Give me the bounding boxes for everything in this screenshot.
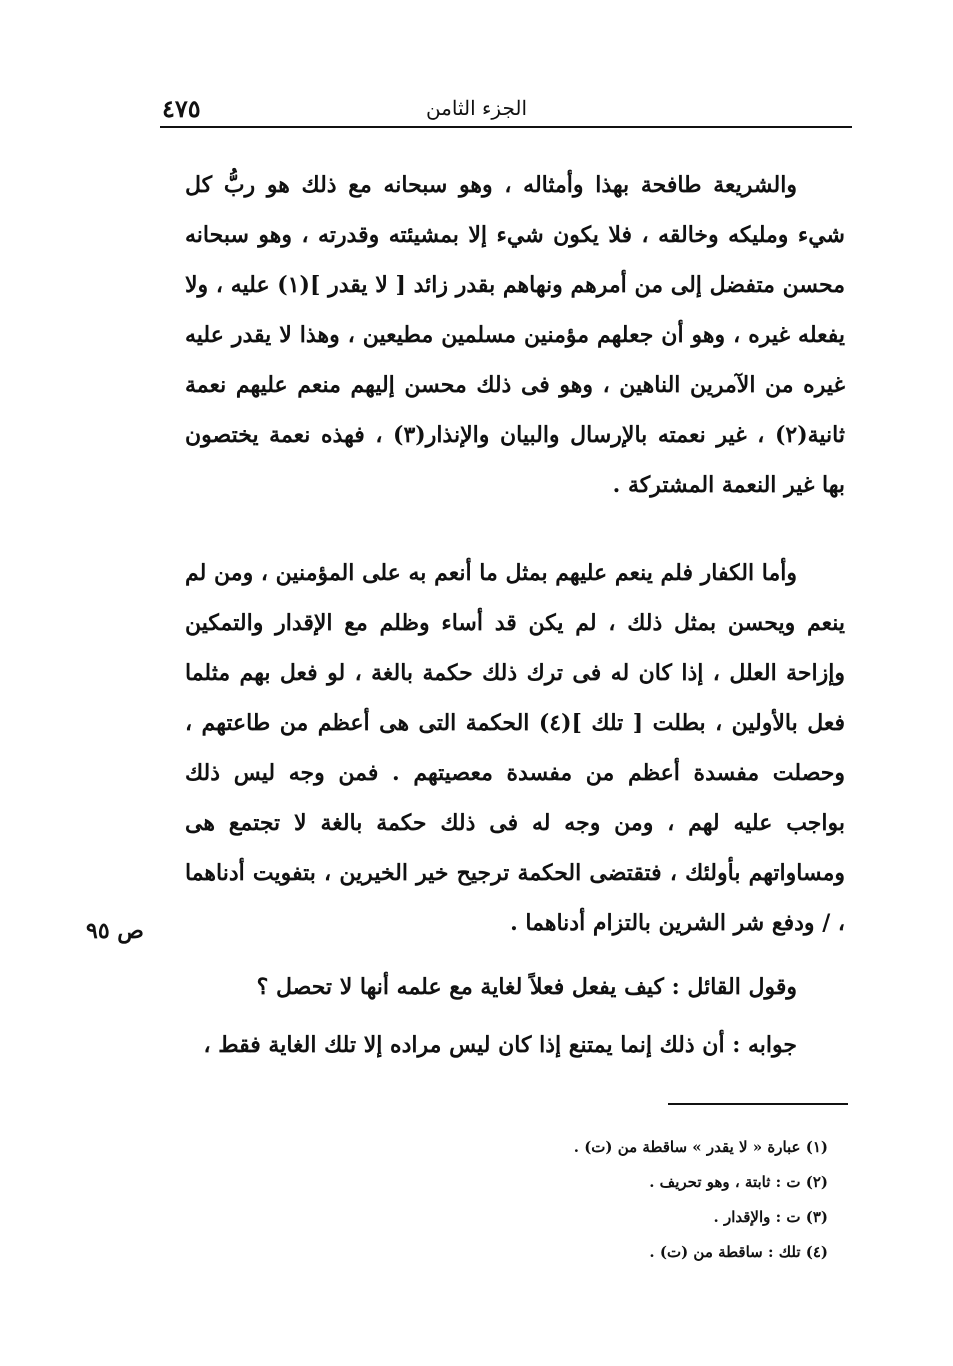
footnotes: [430, 1130, 828, 1270]
body-paragraph-1: [185, 160, 845, 510]
paragraph-text: وقول القائل : كيف يفعل فعلاً لغاية مع علمه أنها لا تحصل ؟: [256, 974, 797, 1000]
page-number: ٤٧٥: [162, 94, 201, 123]
paragraph-text: والشريعة طافحة بهذا وأمثاله ، وهو سبحانه مع ذلك هو ربُّ كل شيء ومليكه وخالقه ، فلا يكون شيء إلا بمشيئته وقدرته ، وهو سبحانه محسن متفضل إلى من أمرهم ونهاهم بقدر زائد [ لا يقدر ](١) عليه ، ولا يفعله غيره ، وهو أن جعلهم مؤمنين مسلمين مطيعين ، وهذا لا يقدر عليه غيره من الآمرين الناهين ، وهو فى ذلك محسن إليهم منعم عليهم نعمة ثانية(٢) ، غير نعمته بالإرسال والبيان والإنذار(٣) ، فهذه نعمة يختصون بها غير النعمة المشتركة .: [185, 172, 845, 498]
footnote-2: (٢) ت : ثابتة ، وهو تحريف .: [649, 1173, 828, 1191]
body-paragraph-2: [185, 548, 845, 948]
running-header-title: الجزء الثامن: [425, 96, 528, 120]
footnote-4: (٤) تلك : ساقطة من (ت) .: [649, 1243, 828, 1261]
footnote-3: (٣) ت : والإقدار .: [713, 1208, 828, 1226]
paragraph-text: وأما الكفار فلم ينعم عليهم بمثل ما أنعم به على المؤمنين ، ومن لم ينعم ويحسن بمثل ذلك ، لم يكن قد أساء وظلم مع الإقدار والتمكين وإزاحة العلل ، إذا كان له فى ترك ذلك حكمة بالغة ، لو فعل بهم مثلما فعل بالأولين ، بطلت [ تلك ](٤) الحكمة التى هى أعظم من طاعتهم ، وحصلت مفسدة أعظم من مفسدة معصيتهم . فمن وجه ليس ذلك بواجب عليه لهم ، ومن وجه له فى ذلك حكمة بالغة لا تجتمع هى ومساواتهم بأولئك ، فتقتضى الحكمة ترجيح خير الخيرين ، بتفويت أدناهما ، / ودفع شر الشرين بالتزام أدناهما .: [185, 560, 845, 936]
body-paragraph-4: [185, 1020, 845, 1070]
footnote-rule: [668, 1103, 848, 1105]
margin-page-reference: ص ٩٥: [86, 918, 144, 944]
footnote-1: (١) عبارة « لا يقدر » ساقطة من (ت) .: [573, 1138, 828, 1156]
paragraph-text: جوابه : أن ذلك إنما يمتنع إذا كان ليس مراده إلا تلك الغاية فقط ،: [203, 1032, 797, 1058]
body-paragraph-3: [185, 962, 845, 1012]
header-rule: [160, 126, 852, 128]
